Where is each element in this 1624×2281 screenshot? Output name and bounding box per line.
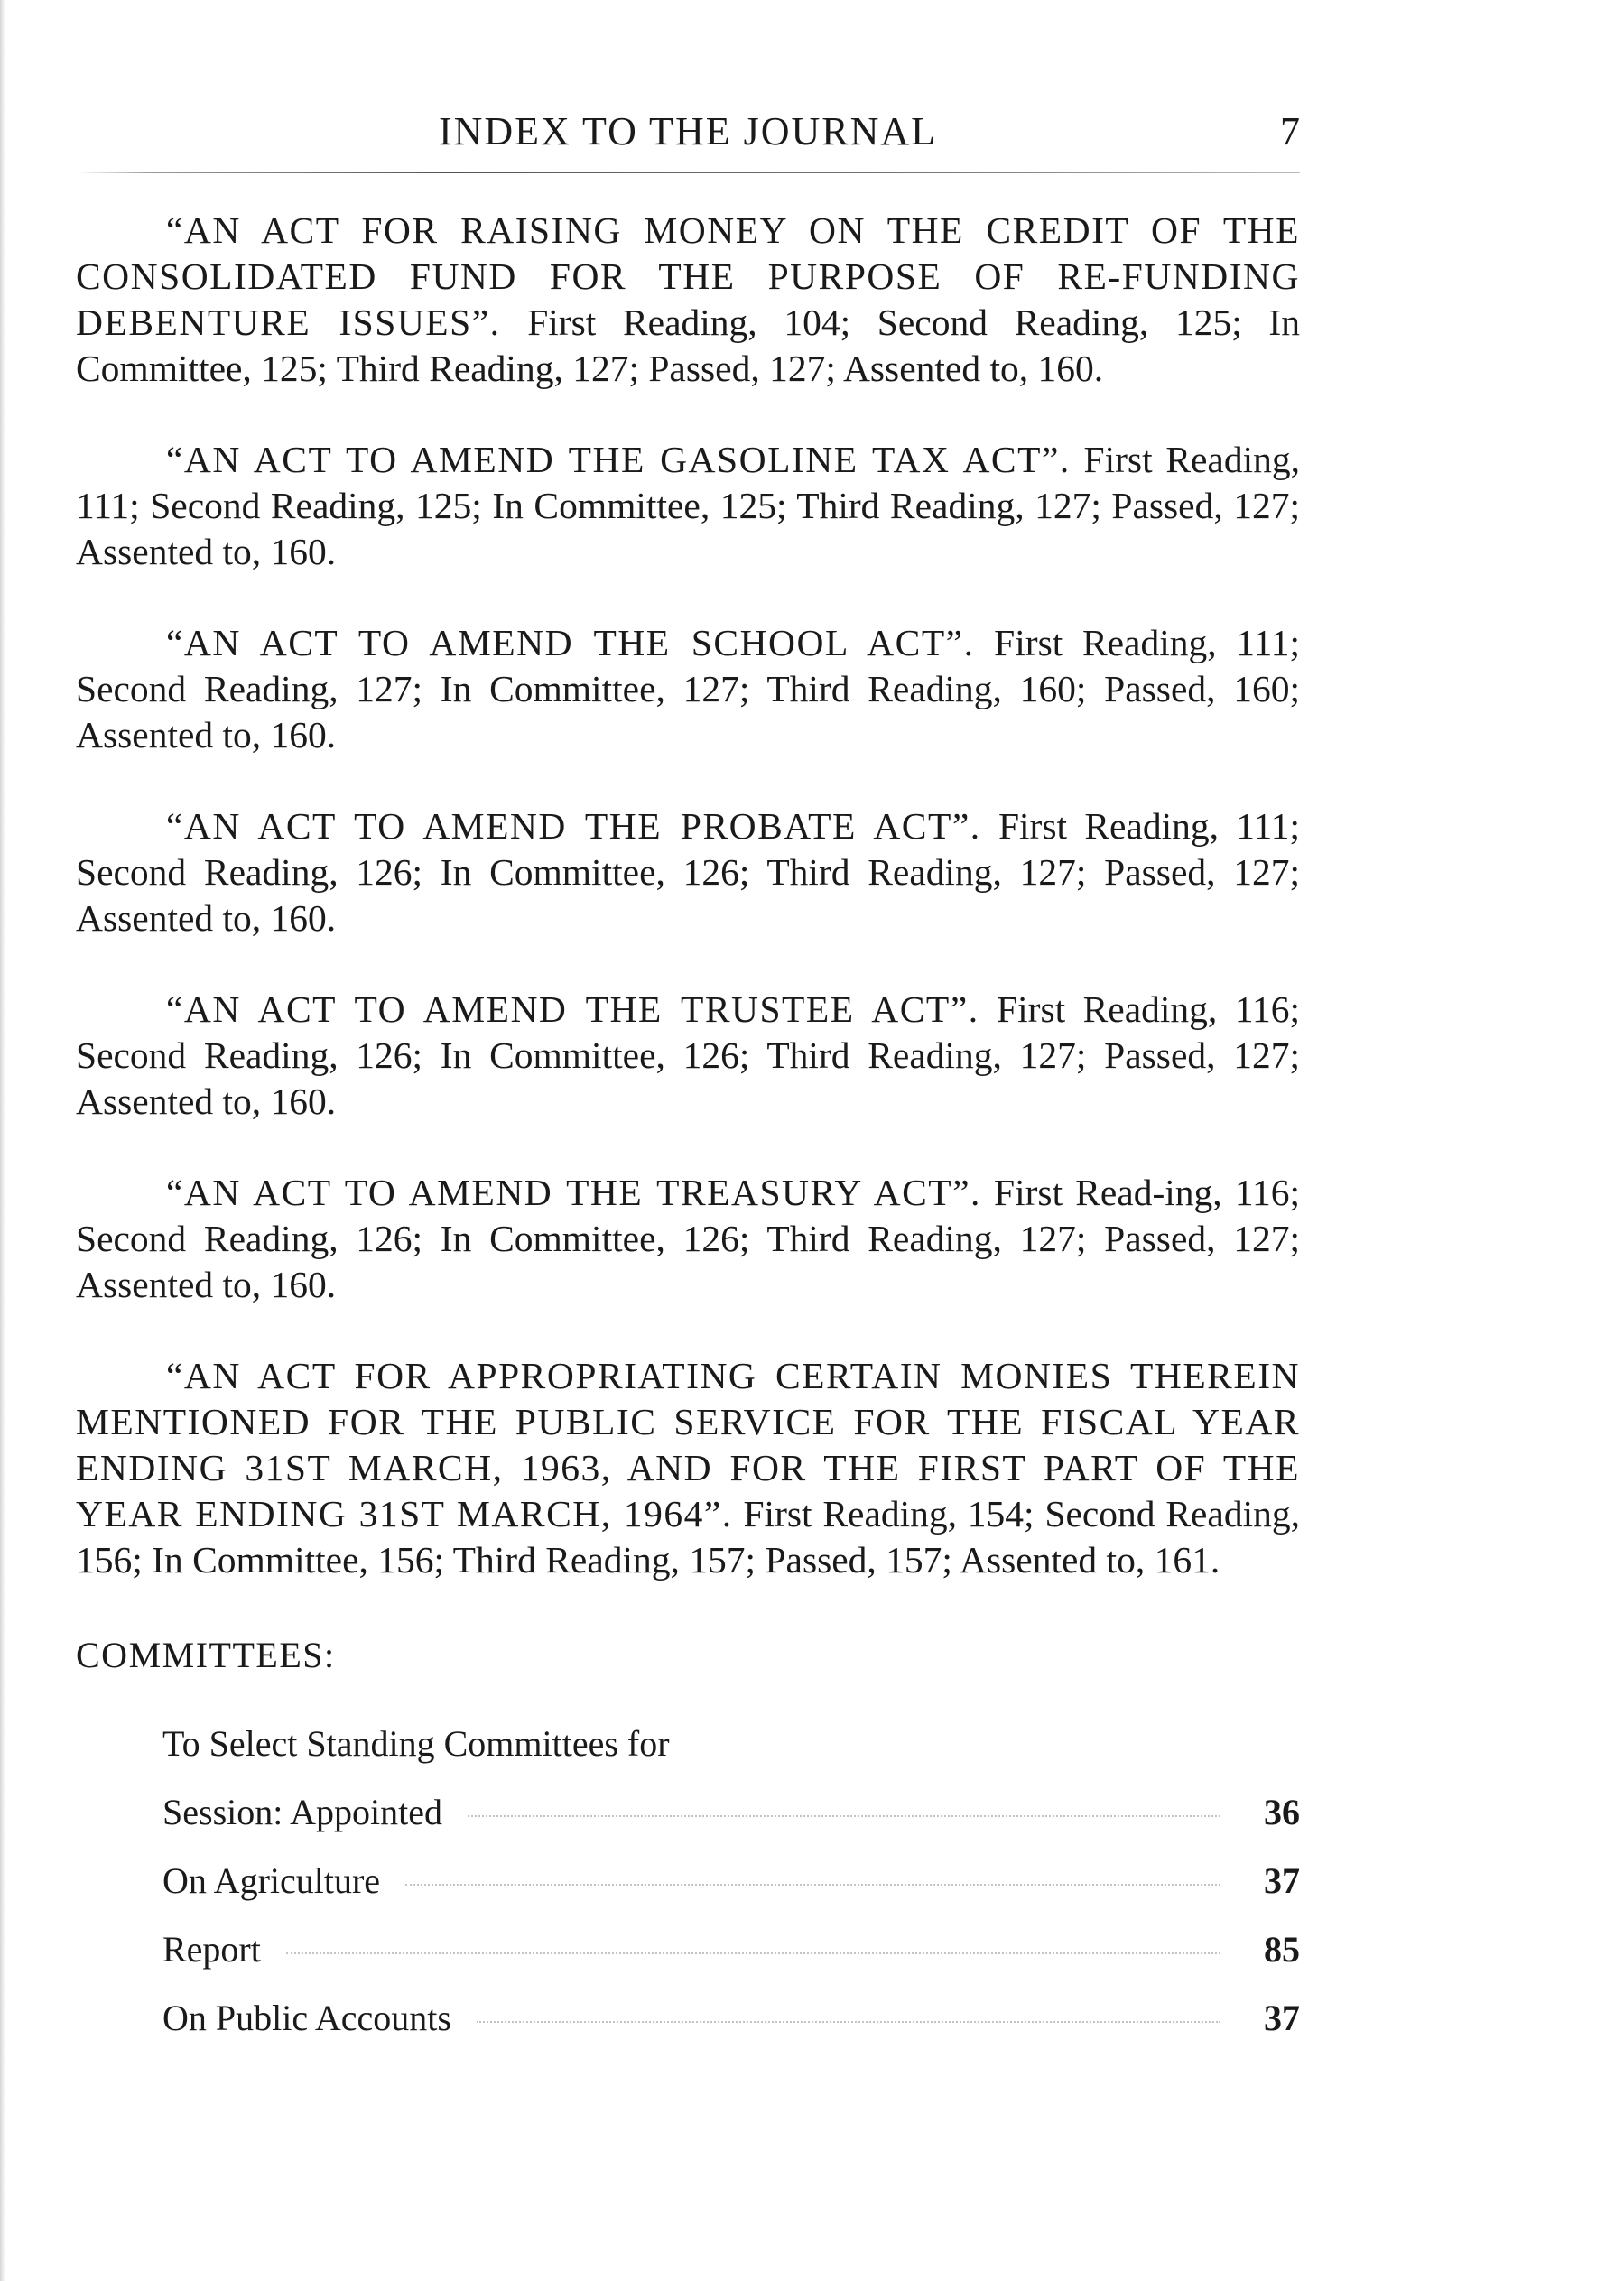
index-label: Session: Appointed <box>162 1792 443 1832</box>
bill-title: “AN ACT TO AMEND THE TRUSTEE ACT”. <box>166 988 979 1030</box>
bill-entry <box>76 1170 1300 1308</box>
bill-title: “AN ACT TO AMEND THE TREASURY ACT”. <box>166 1172 981 1213</box>
bill-readings: First Reading, 104; Second Reading, 125; In Committee, 125; Third Reading, 127; Passed, 127; Assented to, 160. <box>76 301 1300 389</box>
index-row <box>76 1847 1300 1915</box>
bill-entry <box>76 987 1300 1125</box>
running-title: INDEX TO THE JOURNAL <box>438 109 938 153</box>
bill-entry <box>76 803 1300 941</box>
bill-entry <box>76 437 1300 575</box>
index-row <box>76 1984 1300 2053</box>
bill-title: “AN ACT FOR APPROPRIATING CERTAIN MONIES THEREIN MENTIONED FOR THE PUBLIC SERVICE FOR THE FISCAL YEAR ENDING 31ST MARCH, 1963, AND FOR THE FIRST PART OF THE YEAR ENDING 31ST MARCH, 1964”. <box>76 1355 1300 1535</box>
index-label: On Agriculture <box>162 1860 381 1901</box>
bill-readings: First Reading, 111; Second Reading, 125; In Committee, 125; Third Reading, 127; Passed, 127; Assented to, 160. <box>76 439 1300 572</box>
index-page-number: 37 <box>1264 1860 1300 1901</box>
bill-title: “AN ACT TO AMEND THE SCHOOL ACT”. <box>166 622 975 663</box>
page-edge-shadow <box>0 0 5 2281</box>
index-content <box>76 208 1300 2053</box>
bill-entry <box>76 620 1300 758</box>
dot-leader <box>468 1815 1220 1817</box>
page-number: 7 <box>1280 109 1300 153</box>
bill-readings: First Read-ing, 116; Second Reading, 126; In Committee, 126; Third Reading, 127; Passed, 127; Assented to, 160. <box>76 1172 1301 1305</box>
bill-title: “AN ACT FOR RAISING MONEY ON THE CREDIT OF THE CONSOLIDATED FUND FOR THE PURPOSE OF RE-FUNDING DEBENTURE ISSUES”. <box>76 209 1300 343</box>
bill-title: “AN ACT TO AMEND THE GASOLINE TAX ACT”. <box>166 439 1071 480</box>
index-page-number: 36 <box>1264 1792 1300 1832</box>
bill-entry <box>76 1353 1300 1583</box>
dot-leader <box>477 2021 1220 2023</box>
page-header <box>76 101 1300 164</box>
index-label: On Public Accounts <box>162 1998 451 2038</box>
index-page-number: 85 <box>1264 1929 1300 1970</box>
bill-readings: First Reading, 111; Second Reading, 127; In Committee, 127; Third Reading, 160; Passed, 160; Assented to, 160. <box>76 622 1300 756</box>
dot-leader <box>405 1884 1220 1886</box>
committees-intro: To Select Standing Committees for <box>162 1723 670 1764</box>
index-row <box>76 1915 1300 1984</box>
bill-readings: First Reading, 111; Second Reading, 126; In Committee, 126; Third Reading, 127; Passed, 127; Assented to, 160. <box>76 805 1300 939</box>
index-row <box>76 1778 1300 1847</box>
bill-readings: First Reading, 154; Second Reading, 156; In Committee, 156; Third Reading, 157; Passed, 157; Assented to, 161. <box>76 1493 1300 1581</box>
header-rule <box>76 172 1300 173</box>
dot-leader <box>286 1952 1220 1954</box>
bill-title: “AN ACT TO AMEND THE PROBATE ACT”. <box>166 805 981 847</box>
index-label: Report <box>162 1929 261 1970</box>
index-page-number: 37 <box>1264 1998 1300 2038</box>
bill-entry <box>76 208 1300 392</box>
committees-heading: COMMITTEES: <box>76 1635 336 1675</box>
bill-readings: First Reading, 116; Second Reading, 126; In Committee, 126; Third Reading, 127; Passed, 127; Assented to, 160. <box>76 988 1300 1122</box>
